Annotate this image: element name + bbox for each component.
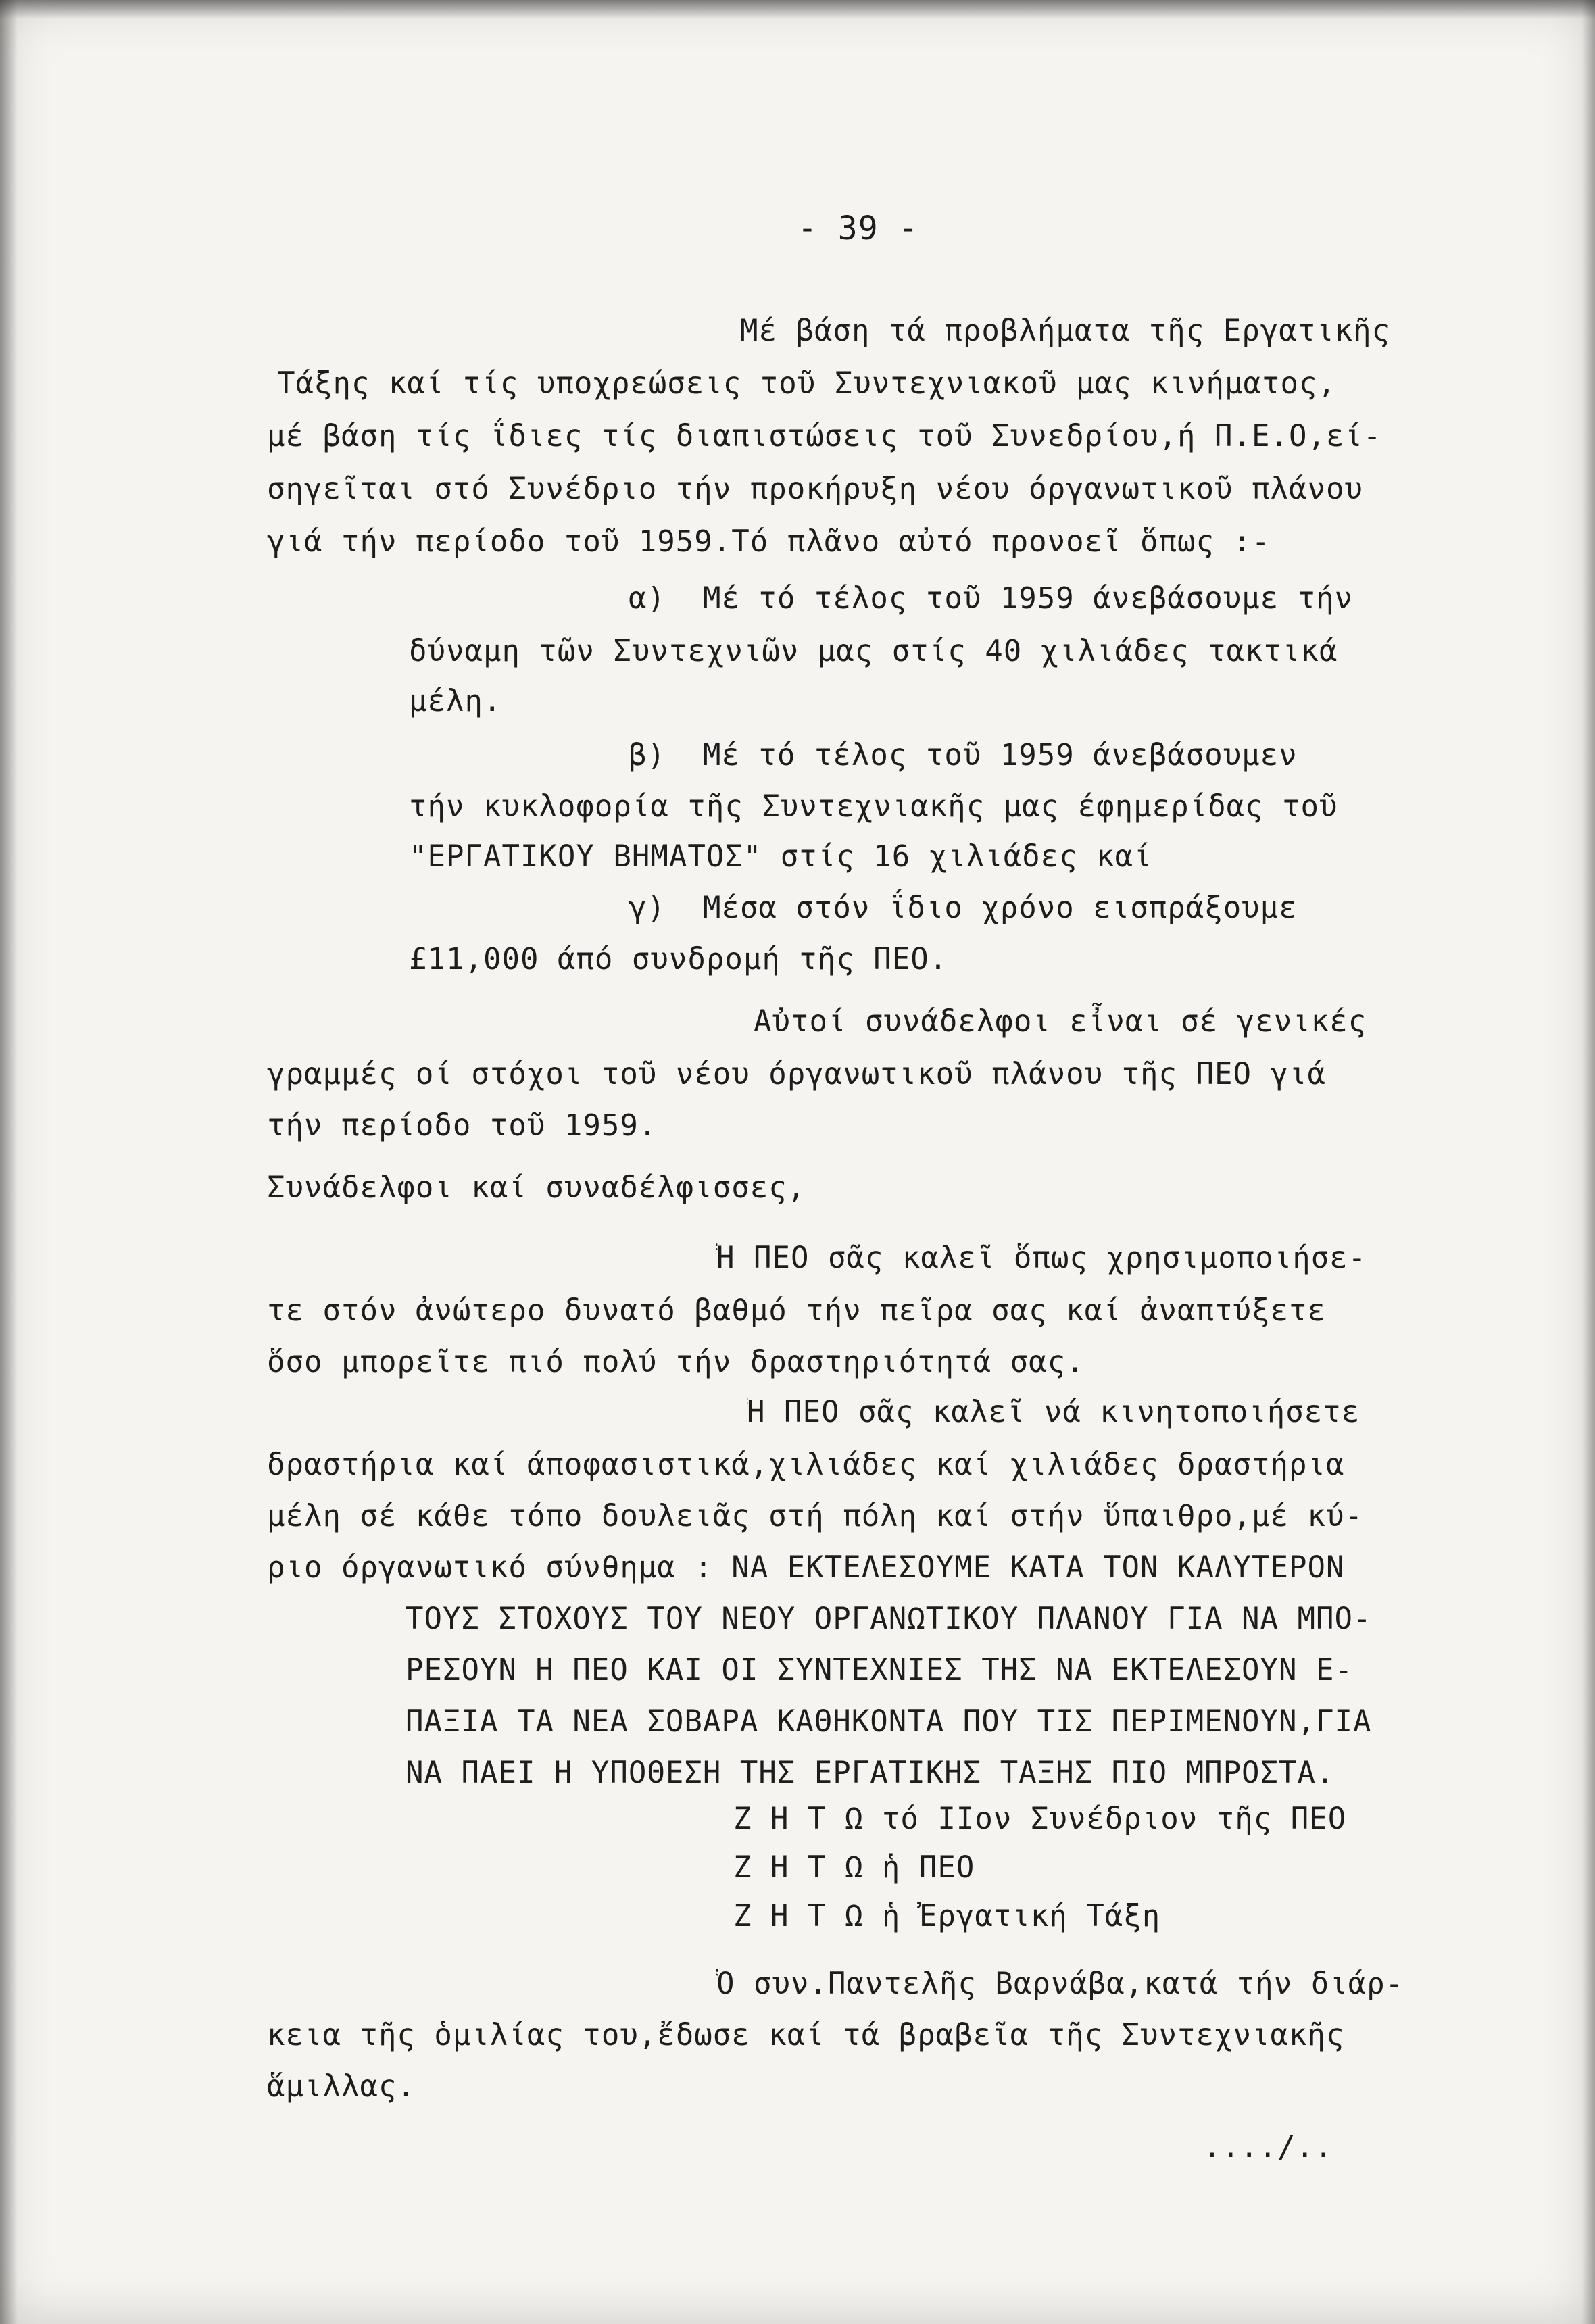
text-line: "ΕΡΓΑΤΙΚΟΥ ΒΗΜΑΤΟΣ" στίς 16 χιλιάδες καί	[409, 839, 1152, 874]
list-item-a: α) Μέ τό τέλος τοῦ 1959 άνεβάσουμε τήν	[629, 581, 1354, 616]
text-line: γραμμές οί στόχοι τοῦ νέου όργανωτικοῦ πλάνου τῆς ΠΕΟ γιά	[267, 1057, 1326, 1091]
text-line: Μέ βάση τά προβλήματα τῆς Εργατικῆς	[740, 314, 1391, 348]
text-line: Αὐτοί συνάδελφοι εἶναι σέ γενικές	[754, 1004, 1367, 1039]
text-line: Ἡ ΠΕΟ σᾶς καλεῖ ὅπως χρησιμοποιήσε-	[716, 1241, 1367, 1275]
text-line: £11,000 άπό συνδρομή τῆς ΠΕΟ.	[409, 942, 948, 976]
salutation: Συνάδελφοι καί συναδέλφισσες,	[267, 1170, 806, 1205]
slogan-line: ΡΕΣΟΥΝ Η ΠΕΟ ΚΑΙ ΟΙ ΣΥΝΤΕΧΝΙΕΣ ΤΗΣ ΝΑ ΕΚΤΕΛΕΣΟΥΝ Ε-	[406, 1653, 1354, 1687]
text-line: τε στόν ἀνώτερο δυνατό βαθμό τήν πεῖρα σας καί ἀναπτύξετε	[267, 1293, 1326, 1328]
slogan-line: ΝΑ ΠΑΕΙ Η ΥΠΟΘΕΣΗ ΤΗΣ ΕΡΓΑΤΙΚΗΣ ΤΑΞΗΣ ΠΙΟ ΜΠΡΟΣΤΑ.	[406, 1756, 1335, 1790]
slogan-line: ΤΟΥΣ ΣΤΟΧΟΥΣ ΤΟΥ ΝΕΟΥ ΟΡΓΑΝΩΤΙΚΟΥ ΠΛΑΝΟΥ ΓΙΑ ΝΑ ΜΠΟ-	[406, 1602, 1372, 1636]
text-line: σηγεῖται στό Συνέδριο τήν προκήρυξη νέου όργανωτικοῦ πλάνου	[267, 472, 1363, 506]
cheer-line: Ζ Η Τ Ω τό ΙΙον Συνέδριον τῆς ΠΕΟ	[733, 1802, 1347, 1836]
list-item-c: γ) Μέσα στόν ΐδιο χρόνο εισπράξουμε	[629, 891, 1298, 925]
scan-edge-top	[0, 0, 1595, 19]
slogan-line: ΠΑΞΙΑ ΤΑ ΝΕΑ ΣΟΒΑΡΑ ΚΑΘΗΚΟΝΤΑ ΠΟΥ ΤΙΣ ΠΕΡΙΜΕΝΟΥΝ,ΓΙΑ	[406, 1704, 1372, 1739]
text-line: γιά τήν περίοδο τοῦ 1959.Τό πλᾶνο αὐτό προνοεῖ ὅπως :-	[267, 524, 1271, 559]
text-line: Ἡ ΠΕΟ σᾶς καλεῖ νά κινητοποιήσετε	[747, 1395, 1360, 1429]
scan-edge-left	[0, 0, 18, 2324]
text-line: μέ βάση τίς ΐδιες τίς διαπιστώσεις τοῦ Συνεδρίου,ή Π.Ε.Ο,εί-	[267, 419, 1382, 453]
cheer-line: Ζ Η Τ Ω ἡ Ἐργατική Τάξη	[733, 1899, 1161, 1933]
text-line: μέλη.	[409, 684, 502, 718]
text-line: Ὁ συν.Παντελῆς Βαρνάβα,κατά τήν διάρ-	[716, 1967, 1404, 2001]
scan-edge-right	[1581, 0, 1595, 2324]
list-item-b: β) Μέ τό τέλος τοῦ 1959 άνεβάσουμεν	[629, 738, 1298, 772]
text-line: ὅσο μπορεῖτε πιό πολύ τήν δραστηριότητά σας.	[267, 1345, 1085, 1379]
cheer-line: Ζ Η Τ Ω ἡ ΠΕΟ	[733, 1850, 975, 1885]
text-line: δύναμη τῶν Συντεχνιῶν μας στίς 40 χιλιάδες τακτικά	[409, 634, 1338, 668]
text-line: Τάξης καί τίς υποχρεώσεις τοῦ Συντεχνιακοῦ μας κινήματος,	[277, 366, 1336, 401]
text-line: ἅμιλλας.	[267, 2069, 416, 2104]
text-line: μέλη σέ κάθε τόπο δουλειᾶς στή πόλη καί στήν ὕπαιθρο,μέ κύ-	[267, 1499, 1363, 1533]
continuation-mark: ..../..	[1203, 2130, 1333, 2165]
text-line: ριο όργανωτικό σύνθημα : ΝΑ ΕΚΤΕΛΕΣΟΥΜΕ ΚΑΤΑ ΤΟΝ ΚΑΛΥΤΕΡΟΝ	[267, 1550, 1345, 1585]
page-number: - 39 -	[798, 209, 919, 247]
text-line: δραστήρια καί άποφασιστικά,χιλιάδες καί χιλιάδες δραστήρια	[267, 1448, 1345, 1482]
text-line: τήν κυκλοφορία τῆς Συντεχνιακῆς μας έφημερίδας τοῦ	[409, 789, 1338, 824]
text-line: κεια τῆς ὁμιλίας του,ἔδωσε καί τά βραβεῖα τῆς Συντεχνιακῆς	[267, 2018, 1345, 2052]
text-line: τήν περίοδο τοῦ 1959.	[267, 1108, 658, 1143]
